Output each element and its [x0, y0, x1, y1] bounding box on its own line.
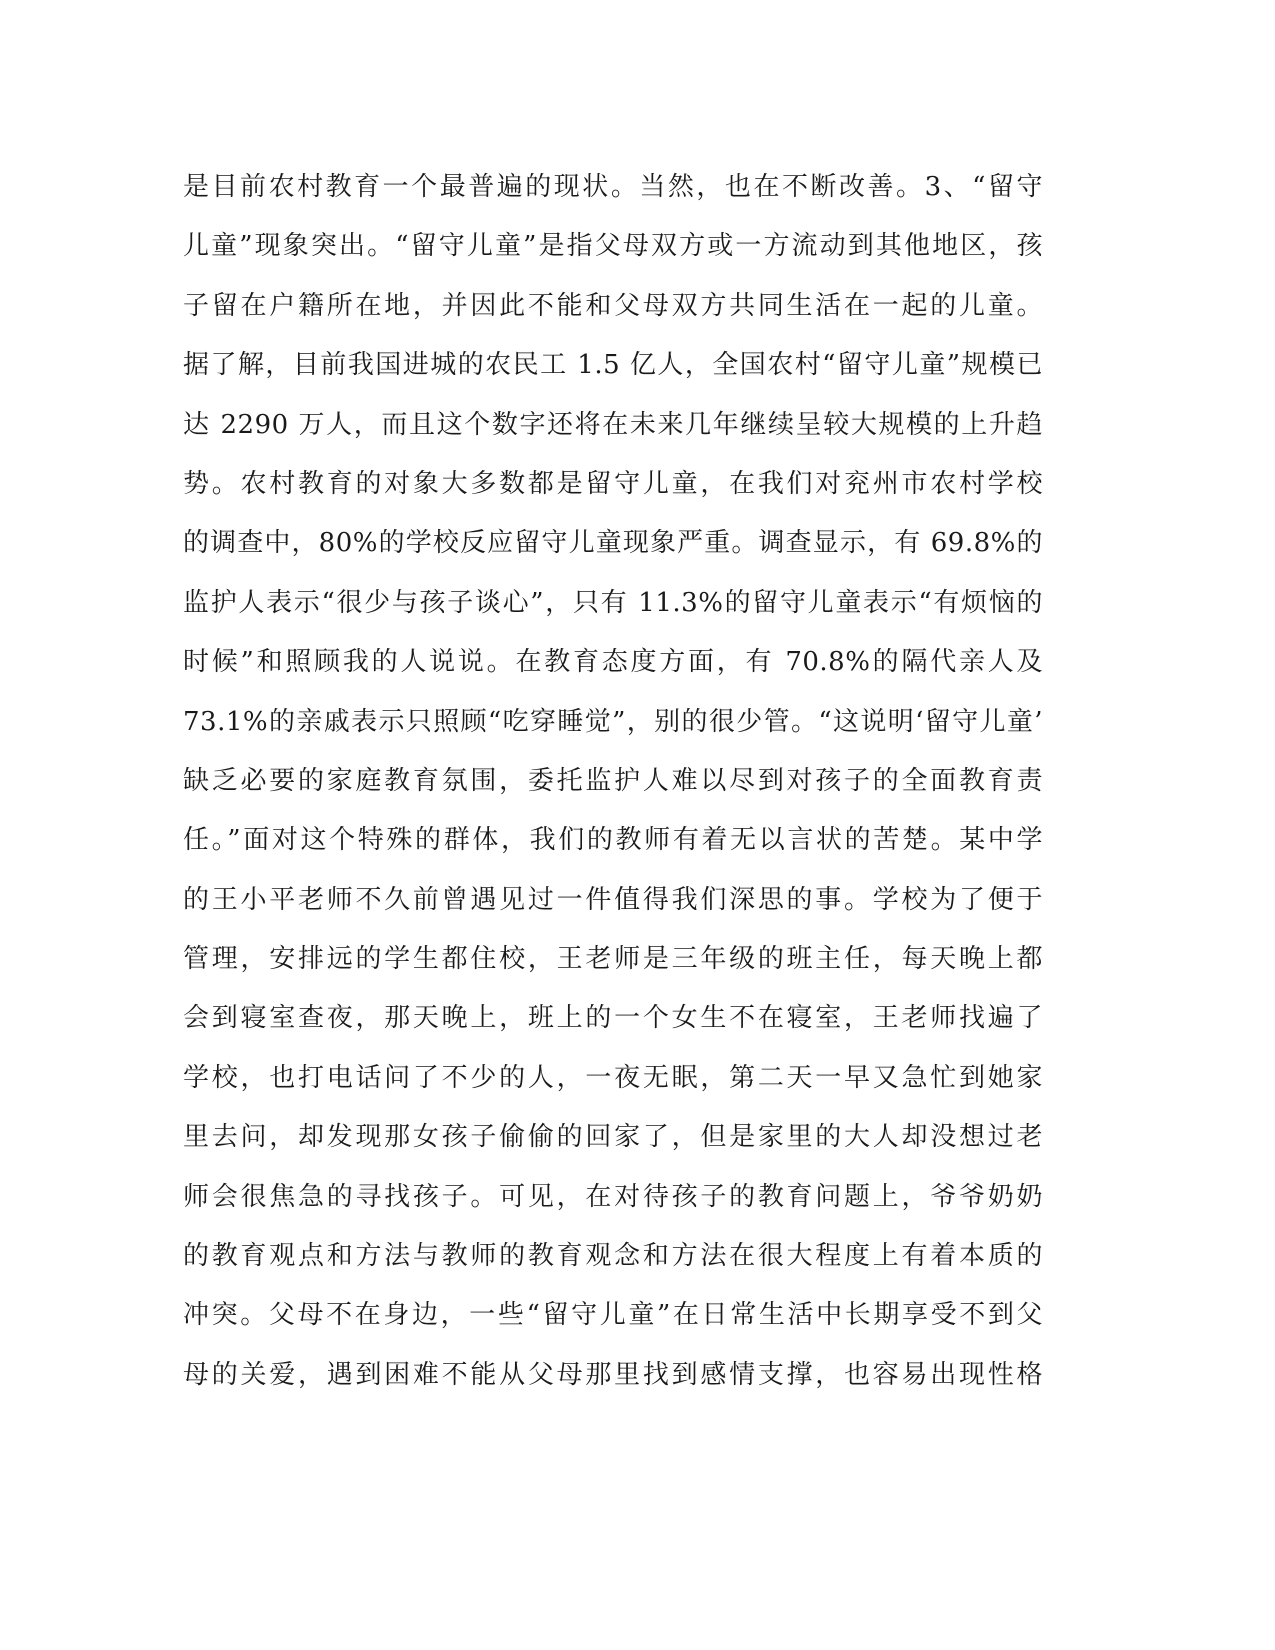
text-line: 儿童”现象突出。“留守儿童”是指父母双方或一方流动到其他地区，孩 [183, 231, 1043, 262]
text-line: 子留在户籍所在地，并因此不能和父母双方共同生活在一起的儿童。 [183, 290, 1043, 321]
text-line: 师会很焦急的寻找孩子。可见，在对待孩子的教育问题上，爷爷奶奶 [183, 1181, 1043, 1212]
text-line: 管理，安排远的学生都住校，王老师是三年级的班主任，每天晚上都 [183, 944, 1043, 975]
text-line: 的王小平老师不久前曾遇见过一件值得我们深思的事。学校为了便于 [183, 884, 1043, 915]
text-line: 达 2290 万人，而且这个数字还将在未来几年继续呈较大规模的上升趋 [183, 409, 1043, 440]
text-line: 监护人表示“很少与孩子谈心”，只有 11.3%的留守儿童表示“有烦恼的 [183, 587, 1043, 618]
text-line: 冲突。父母不在身边，一些“留守儿童”在日常生活中长期享受不到父 [183, 1300, 1043, 1331]
text-line: 缺乏必要的家庭教育氛围，委托监护人难以尽到对孩子的全面教育责 [183, 765, 1043, 796]
body-text [183, 158, 1043, 1405]
text-line: 时候”和照顾我的人说说。在教育态度方面，有 70.8%的隔代亲人及 [183, 647, 1043, 678]
text-line: 母的关爱，遇到困难不能从父母那里找到感情支撑，也容易出现性格 [183, 1359, 1043, 1390]
text-line: 据了解，目前我国进城的农民工 1.5 亿人，全国农村“留守儿童”规模已 [183, 350, 1043, 381]
text-line: 是目前农村教育一个最普遍的现状。当然，也在不断改善。3、“留守 [183, 172, 1043, 202]
text-line: 任。”面对这个特殊的群体，我们的教师有着无以言状的苦楚。某中学 [183, 825, 1043, 856]
text-line: 的教育观点和方法与教师的教育观念和方法在很大程度上有着本质的 [183, 1241, 1043, 1272]
text-line: 学校，也打电话问了不少的人，一夜无眠，第二天一早又急忙到她家 [183, 1062, 1043, 1093]
text-line: 会到寝室查夜，那天晚上，班上的一个女生不在寝室，王老师找遍了 [183, 1003, 1043, 1034]
text-line: 里去问，却发现那女孩子偷偷的回家了，但是家里的大人却没想过老 [183, 1122, 1043, 1153]
text-line: 势。农村教育的对象大多数都是留守儿童，在我们对兖州市农村学校 [183, 468, 1043, 499]
text-line: 的调查中，80%的学校反应留守儿童现象严重。调查显示，有 69.8%的 [183, 528, 1043, 559]
text-line: 73.1%的亲戚表示只照顾“吃穿睡觉”，别的很少管。“这说明‘留守儿童’ [183, 706, 1043, 737]
